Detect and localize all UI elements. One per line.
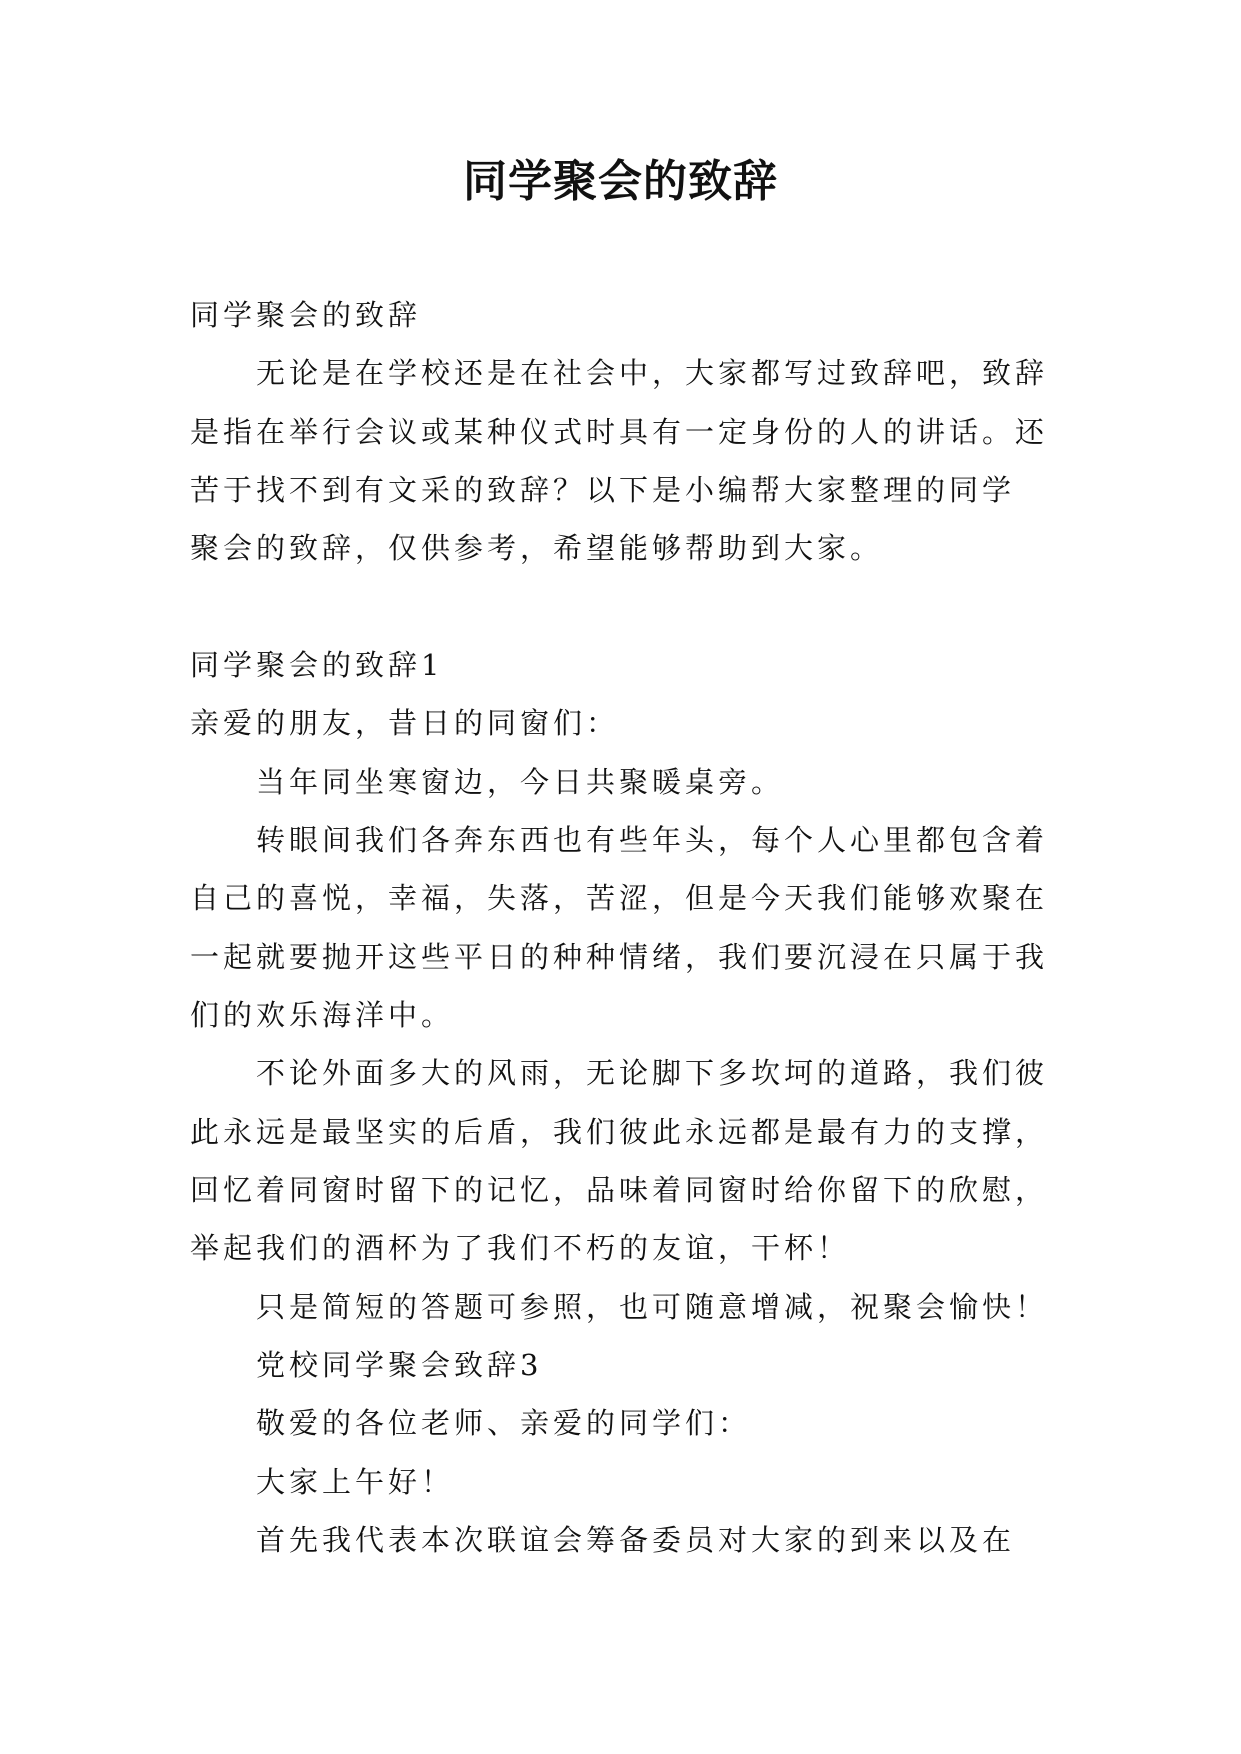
paragraph-line: 聚会的致辞，仅供参考，希望能够帮助到大家。 <box>190 531 884 566</box>
paragraph-line: 同学聚会的致辞 <box>190 298 422 332</box>
document-body <box>190 286 1060 1569</box>
paragraph-line: 一起就要抛开这些平日的种种情绪，我们要沉浸在只属于我 <box>190 939 1049 974</box>
paragraph-line: 举起我们的酒杯为了我们不朽的友谊，干杯！ <box>190 1231 851 1266</box>
section-heading <box>190 636 1060 694</box>
section-heading <box>190 286 1060 344</box>
paragraph-line: 们的欢乐海洋中。 <box>190 997 455 1032</box>
paragraph-line: 当年同坐寒窗边，今日共聚暖桌旁。 <box>256 764 785 799</box>
paragraph-line: 党校同学聚会致辞3 <box>256 1347 543 1382</box>
paragraph <box>190 1278 1060 1336</box>
salutation <box>190 1394 1060 1452</box>
paragraph <box>190 753 1060 811</box>
paragraph-line: 此永远是最坚实的后盾，我们彼此永远都是最有力的支撑， <box>190 1114 1049 1149</box>
paragraph-line: 不论外面多大的风雨，无论脚下多坎坷的道路，我们彼 <box>256 1056 1049 1091</box>
greeting <box>190 1453 1060 1511</box>
intro-paragraph <box>190 344 1060 577</box>
paragraph-line: 回忆着同窗时留下的记忆，品味着同窗时给你留下的欣慰， <box>190 1172 1049 1207</box>
paragraph-line: 同学聚会的致辞1 <box>190 647 444 682</box>
paragraph <box>190 1511 1060 1569</box>
document-title: 同学聚会的致辞 <box>463 156 778 207</box>
paragraph-line: 自己的喜悦，幸福，失落，苦涩，但是今天我们能够欢聚在 <box>190 881 1049 916</box>
paragraph-line: 转眼间我们各奔东西也有些年头，每个人心里都包含着 <box>256 822 1049 857</box>
paragraph-line: 亲爱的朋友，昔日的同窗们： <box>190 706 620 741</box>
paragraph-line: 大家上午好！ <box>256 1464 455 1499</box>
paragraph-line: 苦于找不到有文采的致辞？以下是小编帮大家整理的同学 <box>190 472 1016 507</box>
paragraph <box>190 811 1060 1044</box>
paragraph-line: 只是简短的答题可参照，也可随意增减，祝聚会愉快！ <box>256 1289 1049 1324</box>
paragraph <box>190 1044 1060 1277</box>
section-heading <box>190 1336 1060 1394</box>
paragraph-line: 敬爱的各位老师、亲爱的同学们： <box>256 1406 752 1441</box>
paragraph-line: 首先我代表本次联谊会筹备委员对大家的到来以及在 <box>256 1522 1016 1557</box>
paragraph-line: 无论是在学校还是在社会中，大家都写过致辞吧，致辞 <box>256 356 1049 391</box>
paragraph-line: 是指在举行会议或某种仪式时具有一定身份的人的讲话。还 <box>190 414 1049 449</box>
salutation <box>190 694 1060 752</box>
blank-line <box>190 578 1060 636</box>
